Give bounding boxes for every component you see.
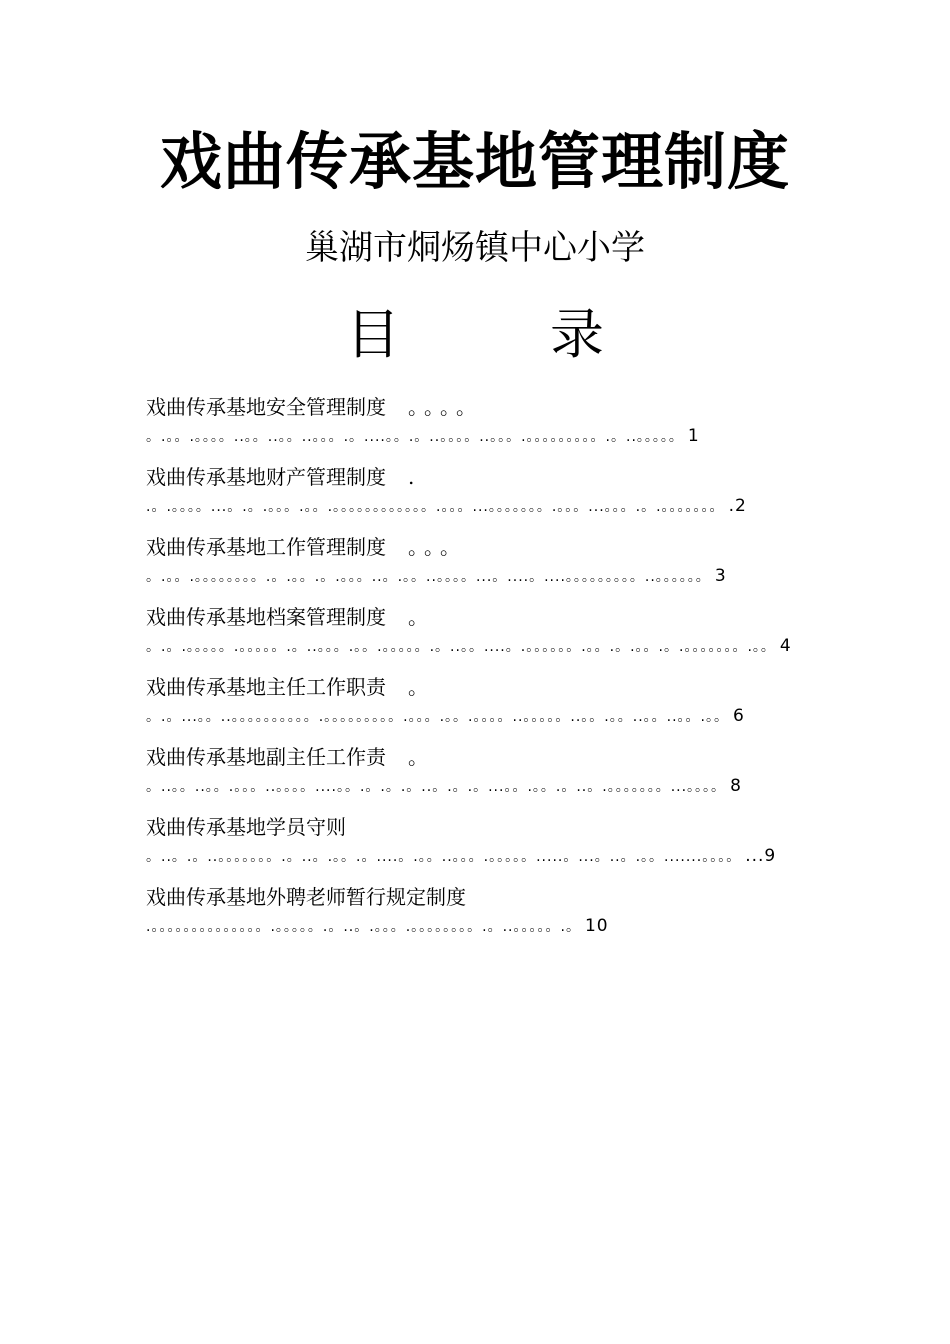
- toc-entry-leader: .。。。。。。。。。。。。。。.。。。。。.。..。.。。。.。。。。。。。。.。..。。。。。.。: [146, 919, 581, 935]
- toc-entry-page: 4: [779, 636, 792, 656]
- toc-entry-title: 戏曲传承基地安全管理制度: [146, 395, 386, 419]
- toc-entry-title-dots: .: [408, 465, 421, 489]
- toc-entry-title: 戏曲传承基地工作管理制度: [146, 535, 386, 559]
- table-of-contents: [146, 394, 816, 954]
- toc-entry-page: 1: [687, 426, 700, 446]
- toc-entry-leader: 。.。。.。。。。..。。..。。..。。。.。....。。.。..。。。。..。。。.。。。。。。。。。.。..。。。。。: [146, 429, 684, 445]
- toc-entry-title-dots: 。: [408, 605, 434, 629]
- toc-entry[interactable]: [146, 884, 816, 940]
- toc-entry[interactable]: [146, 674, 816, 730]
- toc-entry-title: 戏曲传承基地外聘老师暂行规定制度: [146, 885, 466, 909]
- toc-entry-leader: 。..。。..。。.。。。..。。。。....。。.。.。.。..。.。.。...。。.。。.。..。.。。。。。。。...。。。。: [146, 779, 727, 795]
- toc-entry-page: ...9: [745, 846, 777, 866]
- toc-entry-title-dots: 。。。: [408, 535, 466, 559]
- toc-entry-title: 戏曲传承基地主任工作职责: [146, 675, 386, 699]
- toc-entry-leader: 。.。.。。。。。.。。。。。.。..。。。.。。.。。。。。.。..。。....。.。。。。。。.。。.。.。。.。.。。。。。。。.。。: [146, 639, 776, 655]
- toc-entry-title: 戏曲传承基地档案管理制度: [146, 605, 386, 629]
- toc-heading-right: 录: [550, 303, 604, 366]
- toc-entry[interactable]: [146, 604, 816, 660]
- toc-entry[interactable]: [146, 394, 816, 450]
- toc-entry-title: 戏曲传承基地学员守则: [146, 815, 346, 839]
- toc-entry-page: .2: [728, 496, 747, 516]
- toc-entry-page: 6: [733, 706, 745, 726]
- toc-entry[interactable]: [146, 534, 816, 590]
- school-name: 巢湖市烔炀镇中心小学: [305, 228, 645, 268]
- toc-entry-page: 10: [584, 916, 609, 936]
- toc-entry-page: 3: [714, 566, 727, 586]
- toc-entry-leader: .。.。。。。...。.。.。。。.。。.。。。。。。。。。。。。.。。。...。。。。。。。.。。。...。。。.。.。。。。。。。: [146, 499, 725, 515]
- toc-heading: [0, 300, 950, 370]
- toc-entry-page: 8: [730, 776, 742, 796]
- toc-entry-leader: 。.。。.。。。。。。。。.。.。。.。.。。。..。.。。..。。。。...。....。....。。。。。。。。。..。。。。。。: [146, 569, 711, 585]
- toc-entry[interactable]: [146, 814, 816, 870]
- toc-entry-leader: 。.。...。。..。。。。。。。。。。.。。。。。。。。。.。。。.。。.。。。。..。。。。。..。。.。。..。。..。。.。。: [146, 709, 730, 725]
- toc-entry-title: 戏曲传承基地副主任工作责: [146, 745, 386, 769]
- toc-entry[interactable]: [146, 744, 816, 800]
- toc-entry-title-dots: 。: [408, 745, 434, 769]
- toc-heading-left: 目: [346, 303, 400, 366]
- toc-entry-leader: 。..。.。..。。。。。。。.。..。.。。.。....。.。。..。。。.。。。。。.....。...。..。.。。.......。。。。: [146, 849, 742, 865]
- document-title: 戏曲传承基地管理制度: [159, 125, 790, 198]
- toc-entry-title-dots: 。。。。: [408, 395, 482, 419]
- toc-entry-title: 戏曲传承基地财产管理制度: [146, 465, 386, 489]
- toc-entry-title-dots: 。: [408, 675, 434, 699]
- toc-entry[interactable]: [146, 464, 816, 520]
